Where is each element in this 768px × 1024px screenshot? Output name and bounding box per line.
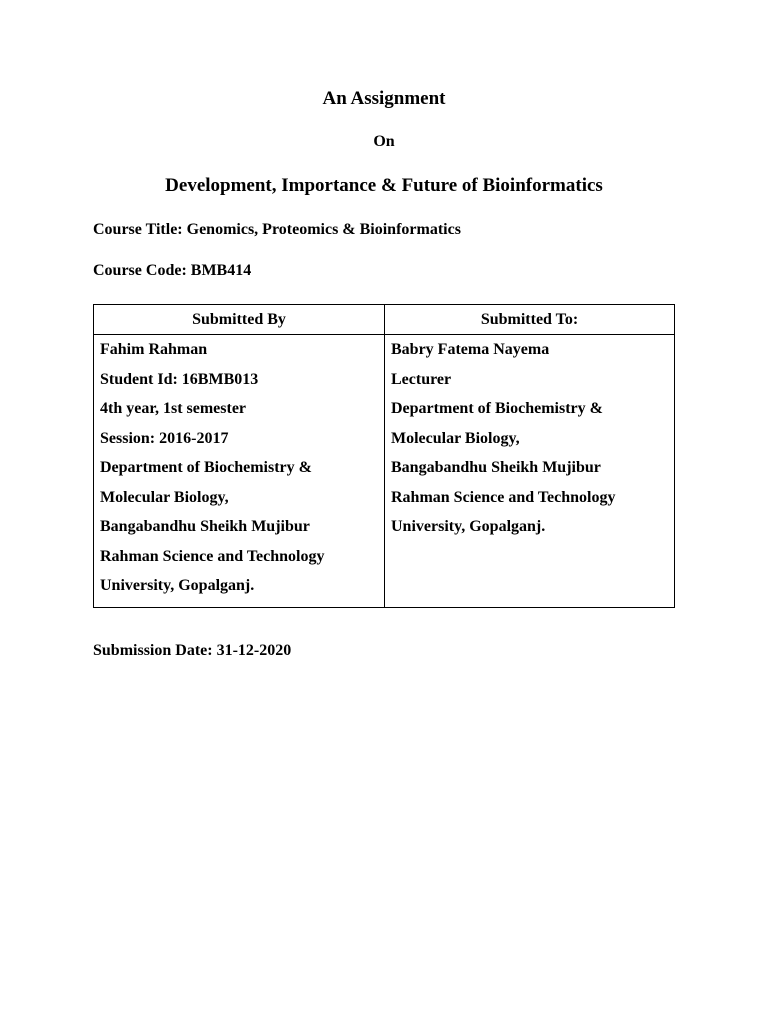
submitter-name: Fahim Rahman <box>100 341 208 358</box>
submitted-by-cell <box>94 335 385 608</box>
recipient-department-line-2: Molecular Biology, <box>391 429 520 447</box>
submitter-department-line-2: Molecular Biology, <box>100 488 229 506</box>
recipient-department-line-1: Department of Biochemistry & <box>391 400 603 417</box>
on-label: On <box>373 133 395 150</box>
submitter-department-line-1: Department of Biochemistry & <box>100 459 312 476</box>
recipient-title: Lecturer <box>391 370 452 388</box>
course-code: Course Code: BMB414 <box>93 262 252 279</box>
recipient-name: Babry Fatema Nayema <box>391 341 550 358</box>
submitted-to-cell <box>385 335 675 608</box>
course-title: Course Title: Genomics, Proteomics & Bioinformatics <box>93 221 461 238</box>
session: Session: 2016-2017 <box>100 429 229 447</box>
recipient-university-line-1: Bangabandhu Sheikh Mujibur <box>391 459 601 476</box>
table-header-row <box>94 305 675 335</box>
assignment-heading: An Assignment <box>322 88 446 109</box>
year-semester: 4th year, 1st semester <box>100 400 247 417</box>
table-row <box>94 335 675 608</box>
recipient-university-line-3: University, Gopalganj. <box>391 518 546 535</box>
submission-date: Submission Date: 31-12-2020 <box>93 642 292 659</box>
submitter-university-line-1: Bangabandhu Sheikh Mujibur <box>100 518 310 535</box>
submitter-university-line-2: Rahman Science and Technology <box>100 547 325 565</box>
header-submitted-by: Submitted By <box>94 305 385 335</box>
submission-table <box>93 304 675 608</box>
recipient-university-line-2: Rahman Science and Technology <box>391 488 616 506</box>
header-submitted-to: Submitted To: <box>385 305 675 335</box>
assignment-subject: Development, Importance & Future of Bioinformatics <box>165 175 603 196</box>
submitter-university-line-3: University, Gopalganj. <box>100 577 255 594</box>
student-id: Student Id: 16BMB013 <box>100 370 259 388</box>
